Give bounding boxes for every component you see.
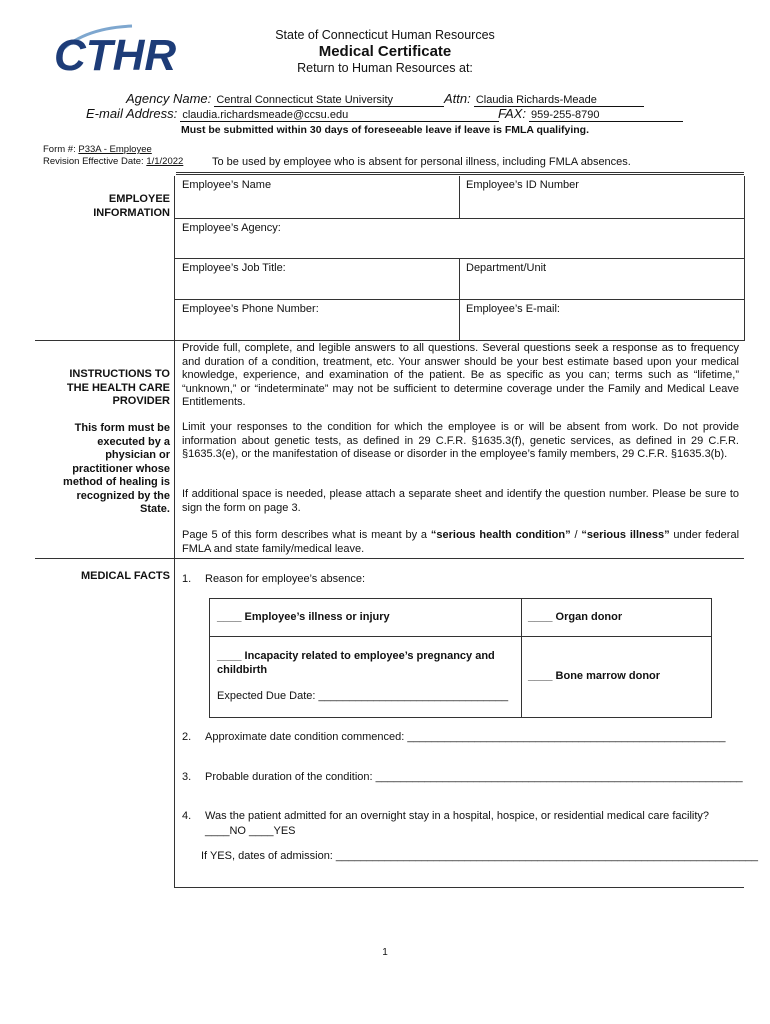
instructions-paragraph-4: Page 5 of this form describes what is meant by a “serious health condition” / “serious illness” under federal FMLA and state family/medical leave. — [182, 529, 740, 555]
page-title: Medical Certificate — [318, 43, 452, 60]
email-row — [86, 106, 499, 122]
condition-duration-field[interactable]: Probable duration of the condition: ____________________________________________________________ — [205, 771, 743, 783]
option-organ-donor[interactable]: ____ Organ donor — [528, 611, 623, 623]
agency-name-label: Agency Name: — [126, 91, 212, 106]
email-address-label: E-mail Address: — [86, 106, 178, 121]
section-divider — [176, 172, 744, 175]
attn-row — [444, 91, 644, 107]
employee-agency-label: Employee’s Agency: — [182, 222, 281, 234]
question-4-number: 4. — [182, 810, 192, 822]
question-4: Was the patient admitted for an overnight stay in a hospital, hospice, or residential medical care facility? — [205, 810, 710, 822]
employee-information-heading: EMPLOYEE INFORMATION — [93, 193, 170, 219]
employee-job-title-field[interactable] — [175, 259, 460, 300]
job-title-label: Employee’s Job Title: — [182, 262, 286, 274]
admission-dates-field[interactable]: If YES, dates of admission: _____________________________________________________________________ — [201, 850, 759, 862]
fax-row — [498, 106, 683, 122]
option-bone-marrow-donor[interactable]: ____ Bone marrow donor — [528, 670, 661, 682]
question-2-number: 2. — [182, 731, 192, 743]
header-agency-line: State of Connecticut Human Resources — [275, 28, 495, 42]
department-field[interactable] — [460, 259, 745, 300]
question-1: Reason for employee’s absence: — [205, 573, 366, 585]
phone-label: Employee’s Phone Number: — [182, 303, 319, 315]
attn-label: Attn: — [444, 91, 471, 106]
department-label: Department/Unit — [466, 262, 547, 274]
revision-date-value: 1/1/2022 — [146, 156, 184, 167]
revision-date-label: Revision Effective Date: — [43, 156, 144, 167]
employee-email-label: Employee’s E-mail: — [466, 303, 560, 315]
employee-email-field[interactable] — [460, 300, 745, 341]
instructions-paragraph-2: Limit your responses to the condition for which the employee is or will be absent from work. Do not provide information about genetic tests, as defined in 29 C.F.R. §1635.3(f), genetic services, as defined in 29 C.F.R. §1635.3(e), or the manifestation of disease or disorder in the employee’s family members, 29 C.F.R. §1635.3(b). — [182, 421, 739, 460]
provider-requirement-note: This form must be executed by a physician or practitioner whose method of healing is recognized by the State. — [63, 422, 170, 515]
employee-id-label: Employee’s ID Number — [466, 179, 579, 191]
condition-commenced-field[interactable]: Approximate date condition commenced: ____________________________________________________ — [205, 731, 726, 743]
admitted-yes-no-options[interactable]: ____NO ____YES — [205, 825, 296, 837]
instructions-divider — [35, 340, 175, 341]
employee-agency-field[interactable] — [175, 219, 745, 259]
form-number-label: Form #: — [43, 144, 76, 155]
instructions-paragraph-3: If additional space is needed, please attach a separate sheet and identify the question number. Please be sure to sign the form on page 3. — [182, 488, 739, 514]
email-address-field[interactable]: claudia.richardsmeade@ccsu.edu — [180, 109, 499, 122]
agency-name-row — [126, 91, 444, 107]
fax-field[interactable]: 959-255-8790 — [529, 109, 683, 122]
employee-phone-field[interactable] — [175, 300, 460, 341]
table-vertical-divider — [521, 599, 522, 717]
option-pregnancy[interactable]: ____ Incapacity related to employee’s pregnancy and childbirth — [217, 650, 495, 676]
form-number-value: P33A - Employee — [78, 144, 152, 155]
instructions-paragraph-1: Provide full, complete, and legible answers to all questions. Several questions seek a response as to frequency and duration of a condition, treatment, etc. Your answer should be your best estimate based upon your medical knowledge, experience, and examination of the patient. Be as specific as you can; terms such as “lifetime,” “unknown,” or “indeterminate” may not be sufficient to determine coverage under the Family and Medical Leave Entitlements. — [182, 342, 739, 408]
fax-label: FAX: — [498, 106, 526, 121]
question-3-number: 3. — [182, 771, 192, 783]
employee-id-field[interactable] — [460, 176, 745, 219]
medical-divider-left — [35, 558, 175, 559]
absence-reason-table — [209, 598, 712, 718]
employee-name-label: Employee’s Name — [182, 179, 272, 191]
form-number-block — [43, 144, 183, 168]
form-usage-note: To be used by employee who is absent for personal illness, including FMLA absences. — [212, 156, 631, 168]
medical-facts-heading: MEDICAL FACTS — [80, 570, 170, 582]
form-bottom-border — [175, 887, 744, 888]
logo-text: CTHR — [54, 31, 177, 80]
table-horizontal-divider — [210, 636, 711, 637]
return-to-line: Return to Human Resources at: — [297, 61, 473, 75]
employee-name-field[interactable] — [175, 176, 460, 219]
submission-notice: Must be submitted within 30 days of foreseeable leave if leave is FMLA qualifying. — [180, 124, 590, 136]
agency-name-field[interactable]: Central Connecticut State University — [214, 94, 444, 107]
option-illness-or-injury[interactable]: ____ Employee’s illness or injury — [217, 611, 390, 623]
instructions-heading: INSTRUCTIONS TO THE HEALTH CARE PROVIDER — [66, 368, 170, 407]
attn-field[interactable]: Claudia Richards-Meade — [474, 94, 644, 107]
page-number: 1 — [382, 947, 388, 958]
expected-due-date-field[interactable]: Expected Due Date: _______________________________ — [217, 690, 509, 702]
medical-divider-right — [175, 558, 744, 559]
question-1-number: 1. — [182, 573, 192, 585]
